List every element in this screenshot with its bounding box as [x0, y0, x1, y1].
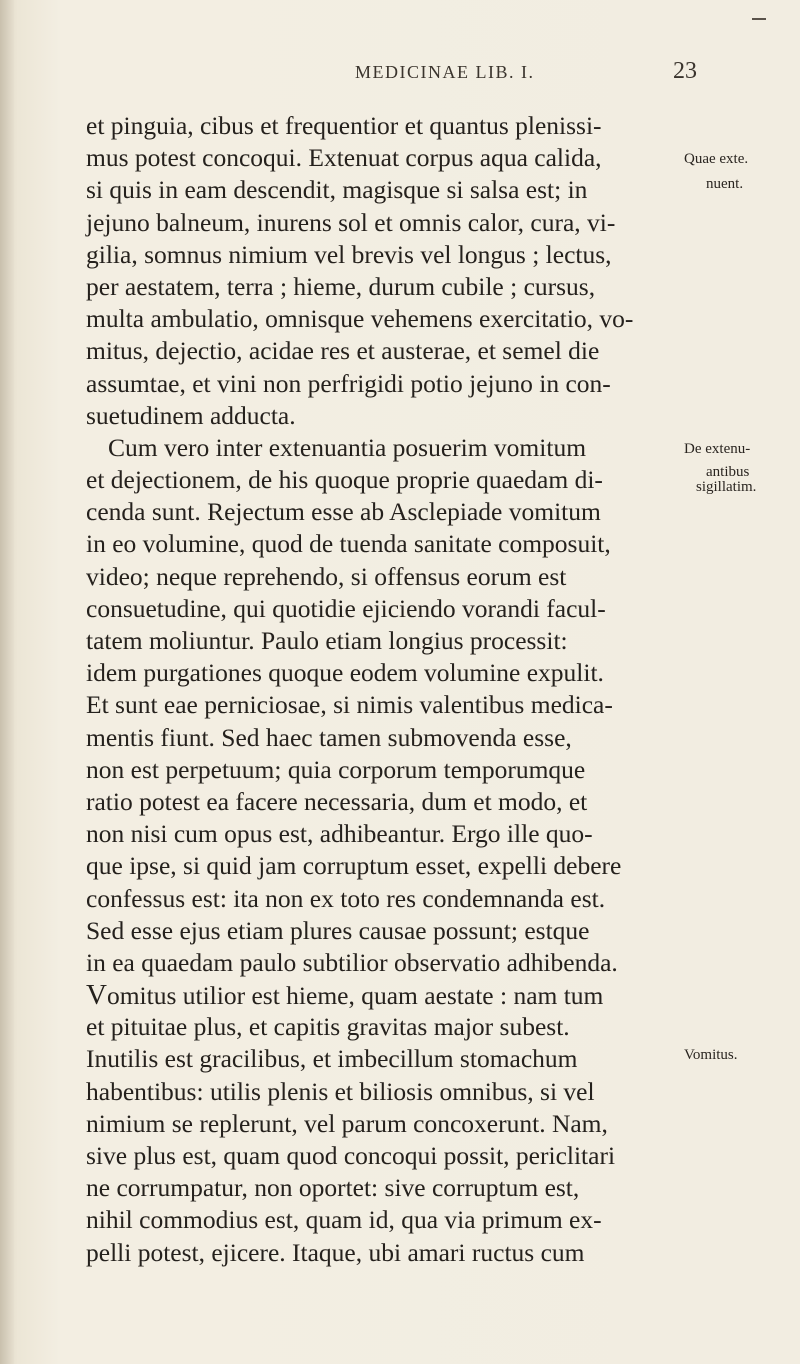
- text-line: mentis fiunt. Sed haec tamen submovenda esse,: [86, 722, 572, 752]
- text-line: Inutilis est gracilibus, et imbecillum stomachum: [86, 1044, 578, 1074]
- text-line: jejuno balneum, inurens sol et omnis calor, cura, vi-: [86, 207, 616, 237]
- text-line: que ipse, si quid jam corruptum esset, expelli debere: [86, 851, 622, 881]
- text-line: multa ambulatio, omnisque vehemens exercitatio, vo-: [86, 304, 634, 334]
- margin-note-line: sigillatim.: [696, 479, 757, 495]
- margin-note-line: nuent.: [706, 176, 744, 192]
- text-line: mitus, dejectio, acidae res et austerae, et semel die: [86, 336, 600, 366]
- running-head: MEDICINAE LIB. I.: [355, 62, 535, 82]
- text-line: Et sunt eae perniciosae, si nimis valentibus medica-: [86, 690, 613, 720]
- text-line: gilia, somnus nimium vel brevis vel longus ; lectus,: [86, 239, 612, 269]
- margin-note-line: Vomitus.: [684, 1047, 738, 1063]
- text-line: consuetudine, qui quotidie ejiciendo vorandi facul-: [86, 593, 606, 623]
- text-line: si quis in eam descendit, magisque si salsa est; in: [86, 175, 588, 205]
- text-line: et pinguia, cibus et frequentior et quantus plenissi-: [86, 111, 602, 140]
- text-line: per aestatem, terra ; hieme, durum cubile ; cursus,: [86, 271, 596, 301]
- margin-note-line: antibus: [706, 464, 750, 480]
- text-line: assumtae, et vini non perfrigidi potio jejuno in con-: [86, 368, 611, 398]
- main-text-block: [86, 110, 676, 1269]
- text-line: non est perpetuum; quia corporum temporumque: [86, 754, 586, 784]
- text-line: pelli potest, ejicere. Itaque, ubi amari ructus cum: [86, 1237, 585, 1267]
- text-line: et dejectionem, de his quoque proprie quaedam di-: [86, 465, 603, 495]
- text-line: suetudinem adducta.: [86, 400, 296, 430]
- text-line: tatem moliuntur. Paulo etiam longius processit:: [86, 626, 568, 655]
- text-line-rest: omitus utilior est hieme, quam aestate : nam tum: [106, 981, 604, 1011]
- text-line: cenda sunt. Rejectum esse ab Asclepiade vomitum: [86, 497, 601, 527]
- margin-note-quae-extenuent: [684, 152, 800, 192]
- margin-note-line: De extenu-: [684, 441, 751, 457]
- text-line: ne corrumpatur, non oportet: sive corruptum est,: [86, 1173, 580, 1203]
- text-line: idem purgationes quoque eodem volumine expulit.: [86, 658, 604, 688]
- page-gutter: [0, 0, 14, 1364]
- margin-note-line: Quae exte.: [684, 151, 749, 167]
- corner-mark: [752, 18, 766, 20]
- text-line: confessus est: ita non ex toto res condemnanda est.: [86, 883, 606, 913]
- paragraph-start-line: Cum vero inter extenuantia posuerim vomitum: [108, 432, 587, 462]
- text-line: habentibus: utilis plenis et biliosis omnibus, si vel: [86, 1076, 595, 1106]
- large-initial-v: V: [86, 979, 107, 1012]
- margin-note-de-extenuantibus: [684, 442, 800, 495]
- text-line: video; neque reprehendo, si offensus eorum est: [86, 561, 567, 591]
- text-line: et pituitae plus, et capitis gravitas major subest.: [86, 1012, 570, 1042]
- page-number: 23: [673, 58, 697, 84]
- paragraph-start-line: [86, 979, 676, 1011]
- text-line: ratio potest ea facere necessaria, dum et modo, et: [86, 786, 588, 816]
- text-line: mus potest concoqui. Extenuat corpus aqua calida,: [86, 143, 602, 173]
- text-line: in ea quaedam paulo subtilior observatio adhibenda.: [86, 947, 618, 977]
- text-line: in eo volumine, quod de tuenda sanitate composuit,: [86, 529, 611, 559]
- margin-note-vomitus: [684, 1048, 800, 1063]
- text-line: non nisi cum opus est, adhibeantur. Ergo ille quo-: [86, 819, 593, 849]
- text-line: Sed esse ejus etiam plures causae possunt; estque: [86, 915, 590, 945]
- text-line: nimium se replerunt, vel parum concoxerunt. Nam,: [86, 1108, 608, 1138]
- text-line: sive plus est, quam quod concoqui possit, periclitari: [86, 1141, 616, 1170]
- text-line: nihil commodius est, quam id, qua via primum ex-: [86, 1205, 602, 1235]
